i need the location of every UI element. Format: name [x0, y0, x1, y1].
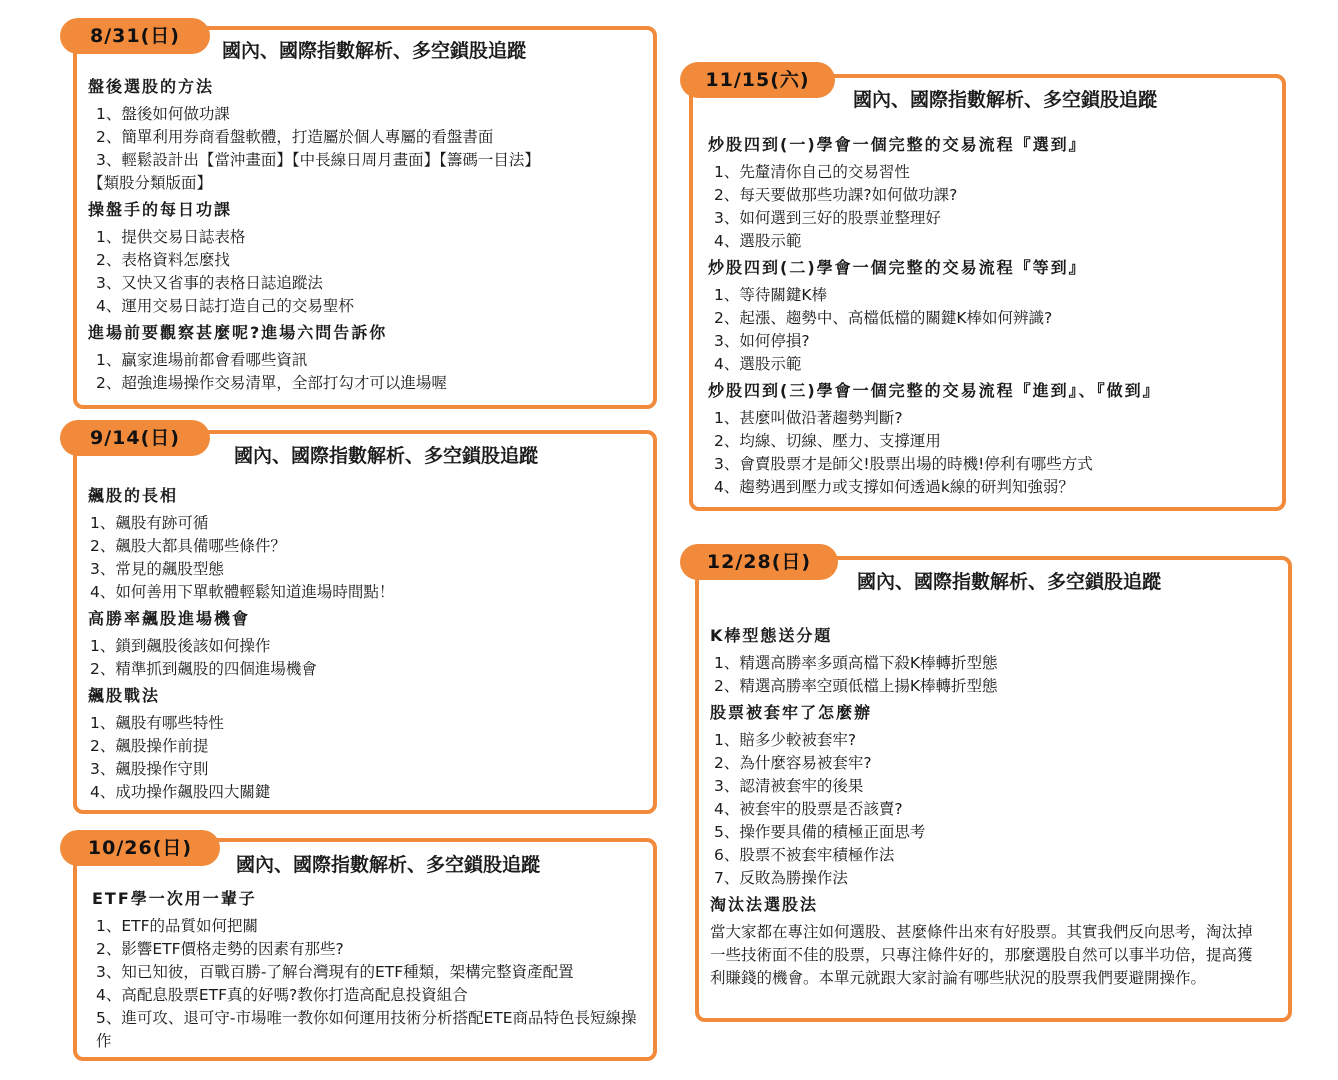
list-item: 【類股分類版面】	[88, 174, 213, 192]
card-title: 國內、國際指數解析、多空鎖股追蹤	[222, 40, 527, 62]
section-heading: 炒股四到(二)學會一個完整的交易流程『等到』	[708, 258, 1087, 277]
list-item: 4、被套牢的股票是否該賣?	[714, 800, 903, 818]
list-item: 1、鎖到飆股後該如何操作	[90, 637, 271, 655]
card-title: 國內、國際指數解析、多空鎖股追蹤	[234, 445, 539, 467]
card-body	[88, 70, 648, 395]
list-item: 4、高配息股票ETF真的好嗎?教你打造高配息投資組合	[96, 986, 468, 1004]
list-item: 1、ETF的品質如何把關	[96, 917, 259, 935]
section-heading: 盤後選股的方法	[88, 77, 215, 96]
list-item: 6、股票不被套牢積極作法	[714, 846, 895, 864]
section-heading: 操盤手的每日功課	[88, 200, 233, 219]
list-item: 2、簡單利用券商看盤軟體，打造屬於個人專屬的看盤書面	[96, 128, 494, 146]
list-item: 3、又快又省事的表格日誌追蹤法	[96, 274, 323, 292]
list-item: 4、成功操作飆股四大關鍵	[90, 783, 271, 801]
list-item: 2、飆股大都具備哪些條件？	[90, 537, 286, 555]
section-heading: 進場前要觀察甚麼呢?進場六問告訴你	[88, 323, 388, 342]
list-item: 5、操作要具備的積極正面思考	[714, 823, 926, 841]
card-title: 國內、國際指數解析、多空鎖股追蹤	[857, 571, 1162, 593]
card-body	[88, 479, 648, 804]
section-heading: 炒股四到(一)學會一個完整的交易流程『選到』	[708, 135, 1087, 154]
list-item: 3、會賣股票才是師父!股票出場的時機!停利有哪些方式	[714, 455, 1093, 473]
section-heading: K棒型態送分題	[710, 626, 833, 645]
list-item: 1、飆股有跡可循	[90, 514, 209, 532]
list-item: 4、如何善用下單軟體輕鬆知道進場時間點！	[90, 583, 395, 601]
list-item: 1、等待關鍵K棒	[714, 286, 828, 304]
list-item: 1、精選高勝率多頭高檔下殺K棒轉折型態	[714, 654, 998, 672]
date-tab: 11/15(六)	[680, 62, 835, 98]
section-heading: 淘汰法選股法	[710, 895, 819, 914]
list-item: 4、選股示範	[714, 355, 802, 373]
list-item: 2、飆股操作前提	[90, 737, 209, 755]
list-item: 2、精選高勝率空頭低檔上揚K棒轉折型態	[714, 677, 998, 695]
list-item: 1、提供交易日誌表格	[96, 228, 246, 246]
date-tab: 9/14(日)	[60, 420, 210, 456]
section-heading: 飆股的長相	[88, 486, 179, 505]
list-item: 1、盤後如何做功課	[96, 105, 230, 123]
section-heading: 高勝率飆股進場機會	[88, 609, 251, 628]
date-tab: 10/26(日)	[60, 830, 220, 866]
list-item: 2、超強進場操作交易清單，全部打勾才可以進場喔	[96, 374, 447, 392]
card-body	[710, 619, 1280, 990]
date-tab: 12/28(日)	[680, 544, 838, 580]
list-item: 3、認清被套牢的後果	[714, 777, 864, 795]
date-tab: 8/31(日)	[60, 18, 210, 54]
section-heading: 飆股戰法	[88, 686, 161, 705]
list-item: 1、贏家進場前都會看哪些資訊	[96, 351, 308, 369]
section-paragraph: 當大家都在專注如何選股、甚麼條件出來有好股票。其實我們反向思考，淘汰掉一些技術面不佳的股票，只專注條件好的，那麼選股自然可以事半功倍，提高獲利賺錢的機會。本單元就跟大家討論有哪些狀況的股票我們要避開操作。	[710, 923, 1253, 987]
list-item: 1、甚麼叫做沿著趨勢判斷?	[714, 409, 903, 427]
section-heading: 股票被套牢了怎麼辦	[710, 703, 873, 722]
card-body	[708, 128, 1278, 499]
list-item: 7、反敗為勝操作法	[714, 869, 848, 887]
list-item: 4、運用交易日誌打造自己的交易聖杯	[96, 297, 354, 315]
section-heading: ETF學一次用一輩子	[92, 889, 257, 908]
list-item: 3、如何停損?	[714, 332, 810, 350]
list-item: 1、賠多少較被套牢?	[714, 731, 857, 749]
card-title: 國內、國際指數解析、多空鎖股追蹤	[236, 854, 541, 876]
card-title: 國內、國際指數解析、多空鎖股追蹤	[853, 89, 1158, 111]
list-item: 2、影響ETF價格走勢的因素有那些?	[96, 940, 344, 958]
list-item: 2、表格資料怎麼找	[96, 251, 230, 269]
list-item: 4、趨勢遇到壓力或支撐如何透過k線的研判知強弱？	[714, 478, 1074, 496]
list-item: 3、如何選到三好的股票並整理好	[714, 209, 941, 227]
list-item: 2、精準抓到飆股的四個進場機會	[90, 660, 317, 678]
list-item: 1、先釐清你自己的交易習性	[714, 163, 910, 181]
card-body	[92, 882, 650, 1053]
list-item: 2、均線、切線、壓力、支撐運用	[714, 432, 941, 450]
list-item: 5、進可攻、退可守-市場唯一教你如何運用技術分析搭配ETE商品特色長短線操作	[96, 1009, 637, 1050]
section-heading: 炒股四到(三)學會一個完整的交易流程『進到』、『做到』	[708, 381, 1161, 400]
list-item: 2、每天要做那些功課?如何做功課?	[714, 186, 958, 204]
list-item: 3、飆股操作守則	[90, 760, 209, 778]
list-item: 3、知已知彼，百戰百勝-了解台灣現有的ETF種類，架構完整資產配置	[96, 963, 574, 981]
list-item: 3、常見的飆股型態	[90, 560, 224, 578]
list-item: 2、起漲、趨勢中、高檔低檔的關鍵K棒如何辨識?	[714, 309, 1053, 327]
list-item: 4、選股示範	[714, 232, 802, 250]
list-item: 2、為什麼容易被套牢?	[714, 754, 872, 772]
list-item: 1、飆股有哪些特性	[90, 714, 224, 732]
list-item: 3、輕鬆設計出【當沖畫面】【中長線日周月畫面】【籌碼一目法】	[96, 151, 540, 169]
